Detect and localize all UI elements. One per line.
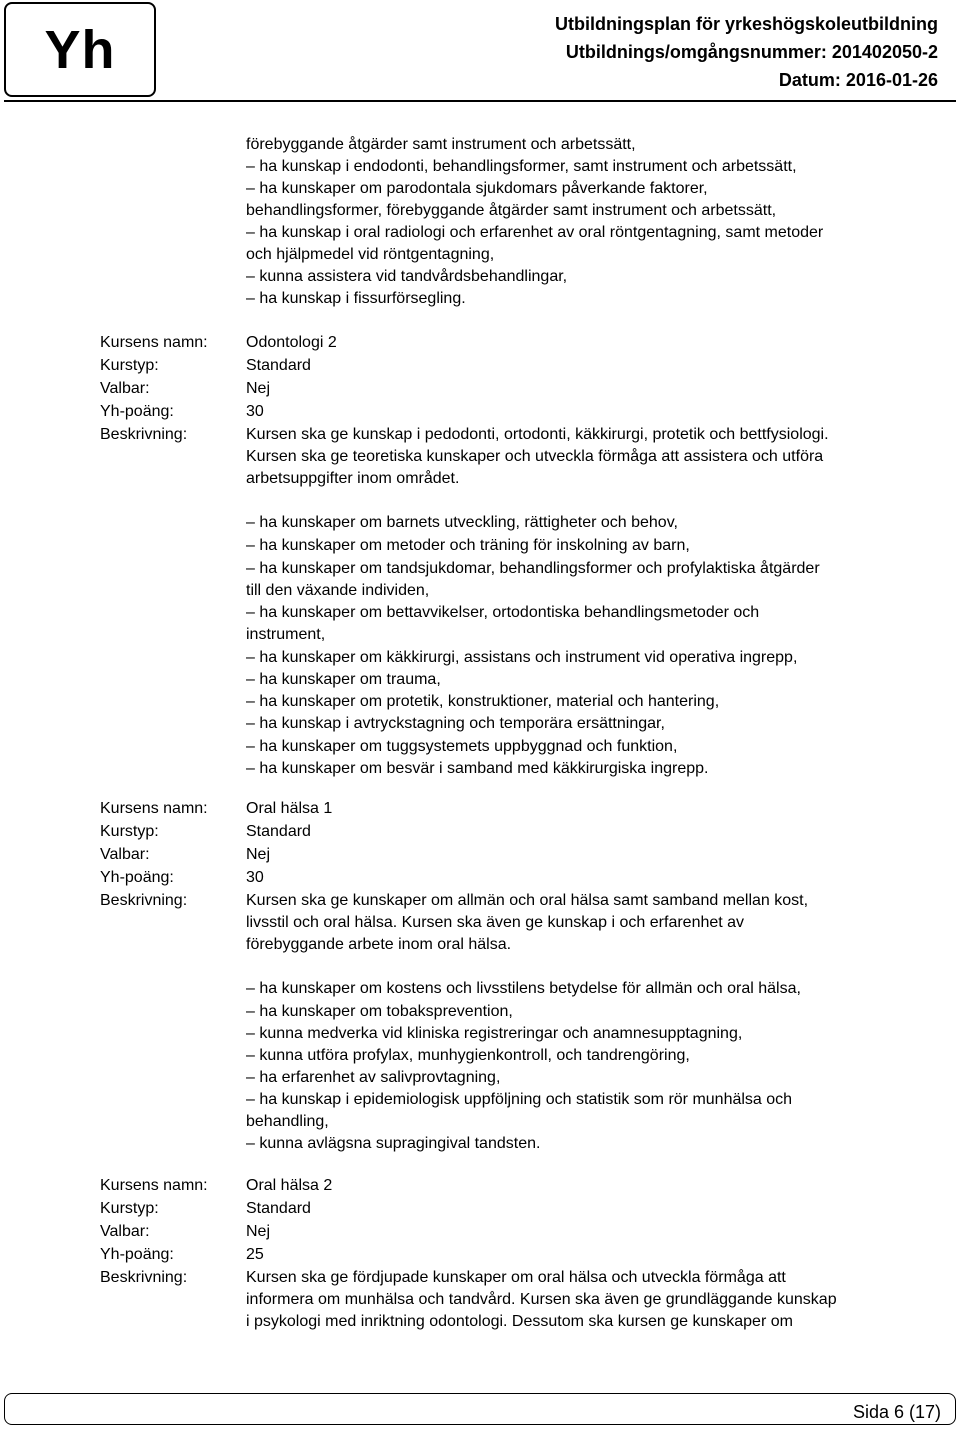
course-goal-line: – ha kunskaper om tandsjukdomar, behandlingsformer och profylaktiska åtgärder — [246, 560, 820, 577]
course-type: Standard — [246, 357, 311, 374]
course-goal-line: – ha kunskaper om metoder och träning för inskolning av barn, — [246, 537, 690, 554]
course-description-label: Beskrivning: — [100, 1269, 188, 1286]
course-description-line: informera om munhälsa och tandvård. Kursen ska även ge grundläggande kunskap — [246, 1291, 837, 1308]
course-type: Standard — [246, 823, 311, 840]
continuation-line: – ha kunskap i endodonti, behandlingsformer, samt instrument och arbetssätt, — [246, 158, 797, 175]
document-header — [555, 10, 938, 94]
course-description-line: Kursen ska ge fördjupade kunskaper om oral hälsa och utveckla förmåga att — [246, 1269, 786, 1286]
course-elective: Nej — [246, 380, 271, 397]
page-footer — [4, 1393, 956, 1425]
course-goal-line: – ha kunskaper om kostens och livsstilens betydelse för allmän och oral hälsa, — [246, 980, 801, 997]
course-goal-line: instrument, — [246, 626, 326, 643]
continuation-line: – kunna assistera vid tandvårdsbehandlingar, — [246, 268, 568, 285]
course-elective-label: Valbar: — [100, 380, 150, 397]
course-elective-label: Valbar: — [100, 1223, 150, 1240]
course-description-line: Kursen ska ge teoretiska kunskaper och utveckla förmåga att assistera och utföra — [246, 448, 824, 465]
course-goal-line: – ha kunskap i epidemiologisk uppföljning och statistik som rör munhälsa och — [246, 1091, 793, 1108]
course-name: Oral hälsa 1 — [246, 800, 333, 817]
course-description-label: Beskrivning: — [100, 426, 188, 443]
course-name: Oral hälsa 2 — [246, 1177, 333, 1194]
course-points: 30 — [246, 403, 264, 420]
logo-text: Yh — [44, 19, 116, 80]
continuation-line: – ha kunskaper om parodontala sjukdomars påverkande faktorer, — [246, 180, 708, 197]
continuation-line: – ha kunskap i oral radiologi och erfarenhet av oral röntgentagning, samt metoder — [246, 224, 824, 241]
program-number: Utbildnings/omgångsnummer: 201402050-2 — [565, 42, 938, 62]
course-type-label: Kurstyp: — [100, 1200, 159, 1217]
course-elective: Nej — [246, 846, 271, 863]
course-goal-line: – ha kunskaper om barnets utveckling, rättigheter och behov, — [246, 514, 678, 531]
course-points-label: Yh-poäng: — [100, 403, 174, 420]
course-goal-line: – ha kunskaper om käkkirurgi, assistans och instrument vid operativa ingrepp, — [246, 649, 798, 666]
course-name-label: Kursens namn: — [100, 800, 208, 817]
header-divider — [4, 100, 956, 102]
continuation-line: – ha kunskap i fissurförsegling. — [246, 290, 466, 307]
course-description-line: i psykologi med inriktning odontologi. Dessutom ska kursen ge kunskaper om — [246, 1313, 793, 1330]
course-goal-line: – kunna utföra profylax, munhygienkontroll, och tandrengöring, — [246, 1047, 690, 1064]
course-points-label: Yh-poäng: — [100, 1246, 174, 1263]
course-goal-line: – ha kunskaper om bettavvikelser, ortodontiska behandlingsmetoder och — [246, 604, 760, 621]
course-points: 25 — [246, 1246, 264, 1263]
course-goal-line: – kunna avlägsna supragingival tandsten. — [246, 1135, 541, 1152]
course-description-line: Kursen ska ge kunskap i pedodonti, ortodonti, käkkirurgi, protetik och bettfysiologi. — [246, 426, 829, 443]
course-description-line: livsstil och oral hälsa. Kursen ska även ge kunskap i och erfarenhet av — [246, 914, 745, 931]
continuation-line: förebyggande åtgärder samt instrument och arbetssätt, — [246, 136, 636, 153]
page-number: Sida 6 (17) — [852, 1402, 941, 1422]
course-description-label: Beskrivning: — [100, 892, 188, 909]
course-description-line: arbetsuppgifter inom området. — [246, 470, 460, 487]
course-type-label: Kurstyp: — [100, 823, 159, 840]
course-description-line: Kursen ska ge kunskaper om allmän och oral hälsa samt samband mellan kost, — [246, 892, 809, 909]
course-name-label: Kursens namn: — [100, 334, 208, 351]
course-description-line: förebyggande arbete inom oral hälsa. — [246, 936, 512, 953]
course-name-label: Kursens namn: — [100, 1177, 208, 1194]
course-name: Odontologi 2 — [246, 334, 337, 351]
continuation-line: och hjälpmedel vid röntgentagning, — [246, 246, 495, 263]
continuation-line: behandlingsformer, förebyggande åtgärder samt instrument och arbetssätt, — [246, 202, 777, 219]
yh-logo — [4, 2, 156, 97]
course-type-label: Kurstyp: — [100, 357, 159, 374]
course-goal-line: – ha kunskaper om tobaksprevention, — [246, 1003, 513, 1020]
course-points-label: Yh-poäng: — [100, 869, 174, 886]
course-goal-line: – ha kunskaper om tuggsystemets uppbyggnad och funktion, — [246, 738, 678, 755]
course-goal-line: – ha kunskap i avtryckstagning och temporära ersättningar, — [246, 715, 665, 732]
document-title: Utbildningsplan för yrkeshögskoleutbildning — [554, 14, 938, 34]
document-date: Datum: 2016-01-26 — [778, 70, 938, 90]
course-goal-line: – ha kunskaper om besvär i samband med käkkirurgiska ingrepp. — [246, 760, 709, 777]
course-elective-label: Valbar: — [100, 846, 150, 863]
course-goal-line: till den växande individen, — [246, 582, 430, 599]
course-goal-line: – ha kunskaper om trauma, — [246, 671, 441, 688]
course-elective: Nej — [246, 1223, 271, 1240]
course-goal-line: – ha erfarenhet av salivprovtagning, — [246, 1069, 501, 1086]
course-goal-line: behandling, — [246, 1113, 329, 1130]
course-points: 30 — [246, 869, 264, 886]
course-type: Standard — [246, 1200, 311, 1217]
course-goal-line: – kunna medverka vid kliniska registreringar och anamnesupptagning, — [246, 1025, 743, 1042]
course-goal-line: – ha kunskaper om protetik, konstruktioner, material och hantering, — [246, 693, 720, 710]
